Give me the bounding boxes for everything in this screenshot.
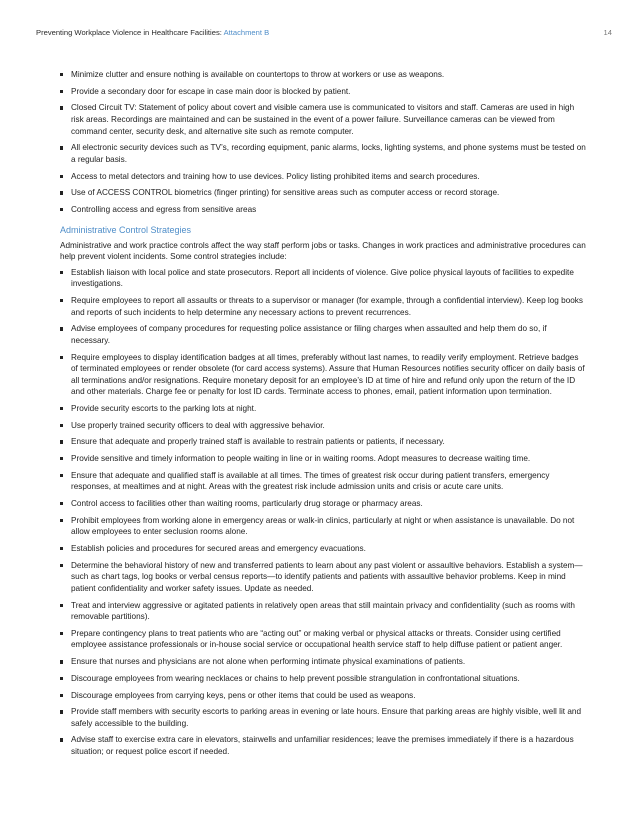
list-item: Provide sensitive and timely information to people waiting in line or in waiting rooms. Adopt measures to decrease waiting time. <box>60 453 586 465</box>
list-item: Advise staff to exercise extra care in elevators, stairwells and unfamiliar residences; leave the premises immediately if there is a hazardous situation; or request police escort if needed. <box>60 734 586 757</box>
page-number: 14 <box>603 28 612 37</box>
page-header <box>36 28 612 38</box>
list-item: Provide security escorts to the parking lots at night. <box>60 403 586 415</box>
list-item: Control access to facilities other than waiting rooms, particularly drug storage or pharmacy areas. <box>60 498 586 510</box>
page-content <box>60 69 586 763</box>
list-item: Require employees to display identification badges at all times, preferably without last names, to readily verify employment. Retrieve badges of terminated employees or render obsolete (for card access systems). Assure that Human Resources notifies security officer on daily basis of all terminations and/or resignations. Require monetary deposit for an employee’s ID at time of hire and refund only upon the return of the ID and other materials. Charge fee or penalty for lost ID cards. Terminate access to phones, email, patient information upon termination. <box>60 352 586 398</box>
list-item: Advise employees of company procedures for requesting police assistance or filing charges when assaulted and help them do so, if necessary. <box>60 323 586 346</box>
list-item: Ensure that adequate and qualified staff is available at all times. The times of greatest risk occur during patient transfers, emergency responses, at mealtimes and at night. Areas with the greatest risk include admission units and crisis or acute care units. <box>60 470 586 493</box>
header-title: Preventing Workplace Violence in Healthcare Facilities: <box>36 28 222 37</box>
section-heading: Administrative Control Strategies <box>60 224 192 235</box>
header-attachment: Attachment B <box>223 28 270 37</box>
list-item: Access to metal detectors and training how to use devices. Policy listing prohibited items and search procedures. <box>60 171 586 183</box>
list-item: All electronic security devices such as TV’s, recording equipment, panic alarms, locks, lighting systems, and phone systems must be tested on a regular basis. <box>60 142 586 165</box>
list-item: Provide staff members with security escorts to parking areas in evening or late hours. Ensure that parking areas are highly visible, well lit and safely accessible to the building. <box>60 706 586 729</box>
list-item: Prepare contingency plans to treat patients who are “acting out” or making verbal or physical attacks or threats. Consider using certified employee assistance professionals or in-house social service or occupational health service staff to help diffuse patient or patient anger. <box>60 628 586 651</box>
engineering-controls-list <box>60 69 586 216</box>
list-item: Prohibit employees from working alone in emergency areas or walk-in clinics, particularly at night or when assistance is unavailable. Do not allow employees to enter seclusion rooms alone. <box>60 515 586 538</box>
list-item: Treat and interview aggressive or agitated patients in relatively open areas that still maintain privacy and confidentiality (such as rooms with removable partitions). <box>60 600 586 623</box>
list-item: Ensure that adequate and properly trained staff is available to restrain patients or patients, if necessary. <box>60 436 586 448</box>
administrative-controls-list <box>60 267 586 758</box>
list-item: Provide a secondary door for escape in case main door is blocked by patient. <box>60 86 586 98</box>
list-item: Discourage employees from carrying keys, pens or other items that could be used as weapons. <box>60 690 586 702</box>
list-item: Minimize clutter and ensure nothing is available on countertops to throw at workers or use as weapons. <box>60 69 586 81</box>
list-item: Use properly trained security officers to deal with aggressive behavior. <box>60 420 586 432</box>
list-item: Establish policies and procedures for secured areas and emergency evacuations. <box>60 543 586 555</box>
list-item: Discourage employees from wearing necklaces or chains to help prevent possible strangulation in confrontational situations. <box>60 673 586 685</box>
list-item: Establish liaison with local police and state prosecutors. Report all incidents of violence. Give police physical layouts of facilities to expedite investigations. <box>60 267 586 290</box>
list-item: Closed Circuit TV: Statement of policy about covert and visible camera use is communicated to visitors and staff. Cameras are used in high risk areas. Recordings are maintained and can be sustained in the event of a power failure. Surveillance cameras can be viewed from command center, security desk, and alternative site such as remote computer. <box>60 102 586 137</box>
section-intro: Administrative and work practice controls affect the way staff perform jobs or tasks. Changes in work practices and administrative procedures can help prevent violent incidents. Some control strategies include: <box>60 240 586 262</box>
list-item: Determine the behavioral history of new and transferred patients to learn about any past violent or assaultive behaviors. Establish a system—such as chart tags, log books or verbal census reports—to identify patients and patients with assaultive behavior problems. Keep in mind patient confidentiality and worker safety issues. Update as needed. <box>60 560 586 595</box>
list-item: Use of ACCESS CONTROL biometrics (finger printing) for sensitive areas such as computer access or record storage. <box>60 187 586 199</box>
list-item: Ensure that nurses and physicians are not alone when performing intimate physical examinations of patients. <box>60 656 586 668</box>
list-item: Controlling access and egress from sensitive areas <box>60 204 586 216</box>
list-item: Require employees to report all assaults or threats to a supervisor or manager (for example, through a confidential interview). Keep log books and reports of such incidents to help determine any necessary actions to prevent recurrences. <box>60 295 586 318</box>
